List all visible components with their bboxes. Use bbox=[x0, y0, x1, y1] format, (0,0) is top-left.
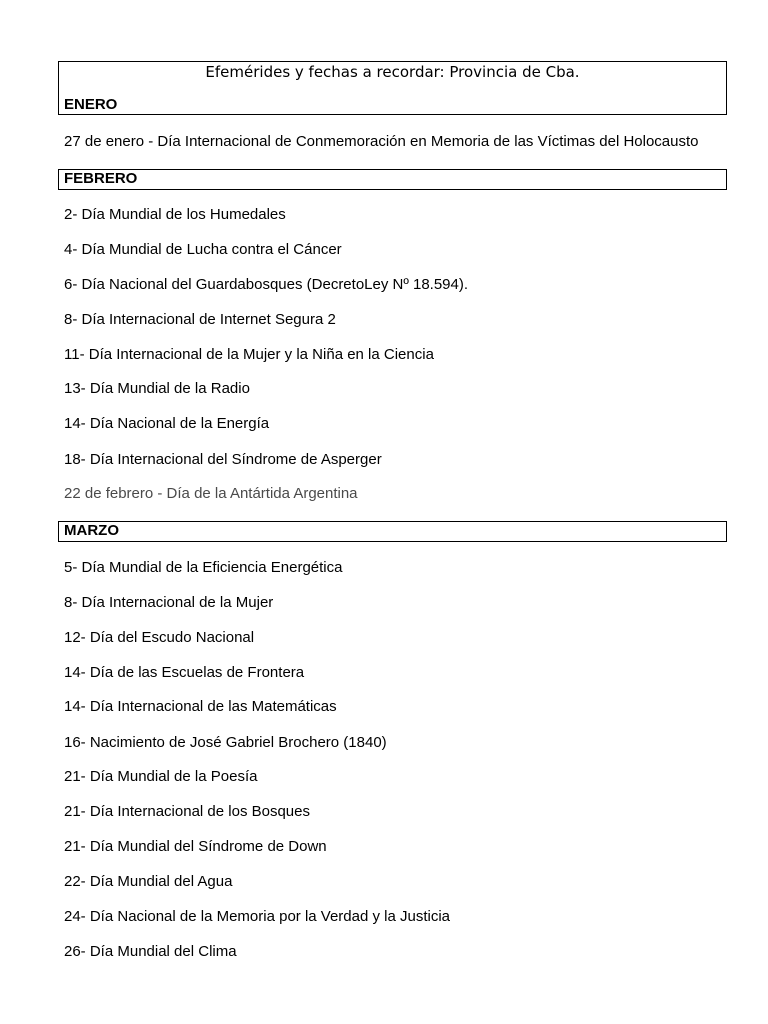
list-item: 22 de febrero - Día de la Antártida Argentina bbox=[64, 485, 358, 502]
document-title: Efemérides y fechas a recordar: Provincia de Cba. bbox=[205, 63, 580, 81]
list-item: 8- Día Internacional de la Mujer bbox=[64, 594, 274, 611]
month-box-febrero bbox=[58, 169, 727, 190]
list-item: 26- Día Mundial del Clima bbox=[64, 943, 237, 960]
list-item: 11- Día Internacional de la Mujer y la Niña en la Ciencia bbox=[64, 346, 434, 363]
month-heading-marzo: MARZO bbox=[64, 522, 119, 539]
list-item: 13- Día Mundial de la Radio bbox=[64, 380, 250, 397]
list-item: 16- Nacimiento de José Gabriel Brochero (1840) bbox=[64, 734, 387, 751]
list-item: 14- Día Nacional de la Energía bbox=[64, 415, 270, 432]
month-heading-febrero: FEBRERO bbox=[64, 170, 138, 187]
list-item: 8- Día Internacional de Internet Segura 2 bbox=[64, 311, 336, 328]
list-item: 4- Día Mundial de Lucha contra el Cáncer bbox=[64, 241, 342, 258]
list-item: 24- Día Nacional de la Memoria por la Verdad y la Justicia bbox=[64, 908, 451, 925]
list-item: 22- Día Mundial del Agua bbox=[64, 873, 233, 890]
month-heading-enero: ENERO bbox=[64, 96, 118, 113]
list-item: 21- Día Mundial de la Poesía bbox=[64, 768, 258, 785]
month-box-marzo bbox=[58, 521, 727, 542]
list-item: 27 de enero - Día Internacional de Conmemoración en Memoria de las Víctimas del Holocausto bbox=[64, 133, 699, 150]
list-item: 14- Día Internacional de las Matemáticas bbox=[64, 698, 337, 715]
list-item: 21- Día Internacional de los Bosques bbox=[64, 803, 310, 820]
list-item: 12- Día del Escudo Nacional bbox=[64, 629, 255, 646]
list-item: 5- Día Mundial de la Eficiencia Energética bbox=[64, 559, 343, 576]
list-item: 21- Día Mundial del Síndrome de Down bbox=[64, 838, 327, 855]
list-item: 2- Día Mundial de los Humedales bbox=[64, 206, 286, 223]
list-item: 14- Día de las Escuelas de Frontera bbox=[64, 664, 305, 681]
document-header-box bbox=[58, 61, 727, 115]
list-item: 18- Día Internacional del Síndrome de Asperger bbox=[64, 451, 382, 468]
list-item: 6- Día Nacional del Guardabosques (DecretoLey Nº 18.594). bbox=[64, 276, 469, 293]
